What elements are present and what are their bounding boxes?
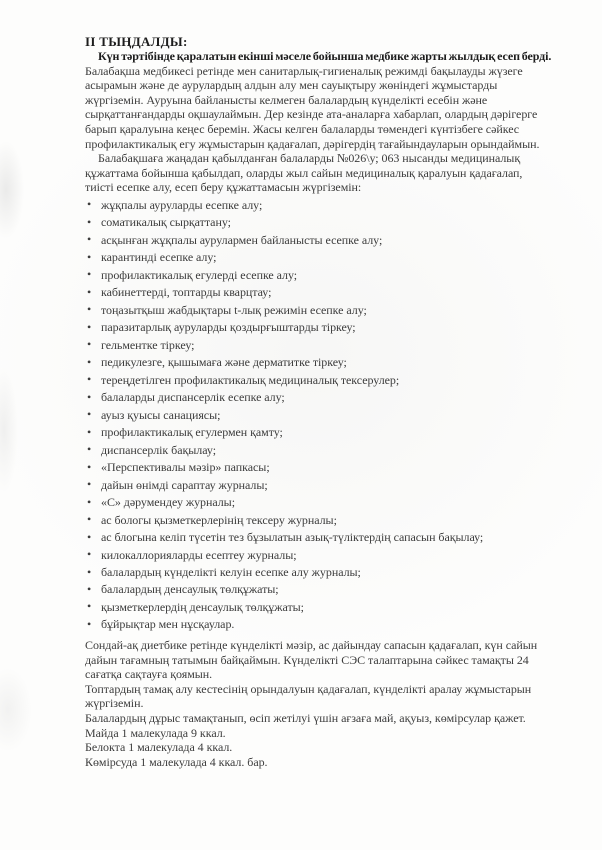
list-item-label: асқынған жұқпалы аурулармен байланысты есепке алу; (101, 232, 383, 247)
list-item-label: бұйрықтар мен нұсқаулар. (101, 617, 235, 632)
list-item-label: ас блогына келіп түсетін тез бұзылатын азық-түліктердің сапасын бақылау; (101, 530, 484, 545)
list-item-label: «Перспективалы мәзір» папкасы; (101, 460, 270, 475)
list-item (85, 495, 547, 510)
bullet-icon: • (87, 547, 92, 562)
list-item (85, 250, 547, 265)
list-item-label: педикулезге, қышымаға және дерматитке тіркеу; (101, 355, 347, 370)
list-item-label: балалардың күнделікті келуін есепке алу журналы; (101, 565, 361, 579)
bullet-icon: • (87, 529, 92, 544)
bullet-icon: • (87, 477, 92, 492)
list-item (85, 478, 547, 493)
list-item-label: карантинді есепке алу; (101, 250, 217, 265)
list-item-label: «С» дәрумендеу журналы; (101, 495, 235, 510)
list-item-label: соматикалық сырқаттану; (101, 215, 231, 230)
bullet-icon: • (87, 197, 92, 212)
list-item (85, 617, 547, 632)
list-item-label: профилактикалық егулерді есепке алу; (101, 267, 298, 282)
list-item (85, 355, 547, 370)
bullet-icon: • (87, 616, 92, 631)
list-item (85, 425, 547, 440)
list-item-label: қызметкерлердің денсаулық төлқұжаты; (101, 599, 304, 614)
closing-section (85, 638, 547, 769)
bullet-icon: • (87, 214, 92, 229)
paragraph-admission-records: Балабақшаға жаңадан қабылданған балаларды №026\у; 063 нысанды медициналық құжаттама бойынша қабылдап, оларды жыл сайын медициналық қаралуын қадағалап, тиісті есепке алу, есеп беру құжаттамасын жүргіземін: (85, 151, 523, 195)
list-item (85, 408, 547, 423)
list-item (85, 548, 547, 563)
list-item-label: диспансерлік бақылау; (101, 442, 216, 457)
bullet-icon: • (87, 284, 92, 299)
paragraph-meal-schedule: Топтардың тамақ алу кестесінің орындалуын қадағалап, күнделікті аралау жұмыстарын жүргіземін. (85, 681, 532, 711)
list-item (85, 233, 547, 248)
list-item-label: балаларды диспансерлік есепке алу; (101, 390, 285, 405)
bullet-icon: • (87, 389, 92, 404)
list-item-label: дайын өнімді сараптау журналы; (101, 477, 268, 492)
list-item-label: паразитарлық ауруларды қоздырғыштарды тіркеу; (101, 320, 356, 335)
bullet-icon: • (87, 599, 92, 614)
list-item-label: ауыз қуысы санациясы; (101, 407, 221, 422)
bullet-icon: • (87, 232, 92, 247)
list-item-label: тоңазытқыш жабдықтары t-лық режимін есепке алу; (101, 302, 367, 317)
list-item-label: кабинеттерді, топтарды кварцтау; (101, 285, 272, 300)
list-item (85, 303, 547, 318)
list-item-label: профилактикалық егулермен қамту; (101, 425, 283, 440)
list-item-label: тереңдетілген профилактикалық медициналық тексерулер; (101, 372, 400, 387)
list-item (85, 373, 547, 388)
list-item (85, 198, 547, 213)
line-protein-kcal: Белокта 1 малекулада 4 ккал. (85, 740, 233, 755)
list-item (85, 285, 547, 300)
bullet-icon: • (87, 407, 92, 422)
list-item-label: жұқпалы ауруларды есепке алу; (101, 197, 263, 212)
list-item (85, 443, 547, 458)
paragraph-nutrition: Балалардың дұрыс тамақтанып, өсіп жетілуі үшін ағзаға май, ақуыз, көмірсулар қажет. (85, 711, 526, 726)
bullet-icon: • (87, 249, 92, 264)
bullet-icon: • (87, 372, 92, 387)
duties-checklist (85, 198, 547, 632)
list-item-label: балалардың денсаулық төлқұжаты; (101, 582, 279, 597)
list-item (85, 530, 547, 545)
list-item (85, 565, 547, 580)
list-item (85, 215, 547, 230)
list-item-label: килокаллорияларды есептеу журналы; (101, 547, 297, 562)
lead-sentence: Күн тәртібінде қаралатын екінші мәселе бойынша медбике жарты жылдық есеп берді. (98, 49, 552, 63)
bullet-icon: • (87, 319, 92, 334)
paragraph-nurse-duties: Балабақша медбикесі ретінде мен санитарлық-гигиеналық режимді бақылауды жүзеге асырамын және де аурулардың алдын алу мен сауықтыру жөніндегі жұмыстарды жүргіземін. Ауруына байланысты келмеген балалардың күнделікті есебін және сырқаттанғандарды оқшаулаймын. Дер кезінде ата-аналарға хабарлап, олардың дәрігерге барып қаралуына кеңес беремін. Жасы келген балаларды төмендегі күнтізбеге сәйкес профилактикалық егу жұмыстарын қадағалап, дәрігердің тағайындауларын орындаймын. (85, 63, 540, 151)
bullet-icon: • (87, 459, 92, 474)
bullet-icon: • (87, 267, 92, 282)
bullet-icon: • (87, 494, 92, 509)
bullet-icon: • (87, 337, 92, 352)
list-item (85, 390, 547, 405)
list-item (85, 460, 547, 475)
bullet-icon: • (87, 581, 92, 596)
paragraph-diet-nurse: Сондай-ақ диетбике ретінде күнделікті мәзір, ас дайындау сапасын қадағалап, күн сайын дайын тағамның татымын байқаймын. Күнделікті СЭС талаптарына сәйкес тамақты 24 сағатқа сақтауға қоямын. (85, 638, 538, 682)
list-item-label: ас бологы қызметкерлерінің тексеру журналы; (101, 512, 337, 527)
bullet-icon: • (87, 564, 92, 579)
list-item (85, 513, 547, 528)
section-heading: II ТЫҢДАЛДЫ: (85, 34, 188, 49)
list-item (85, 320, 547, 335)
bullet-icon: • (87, 442, 92, 457)
list-item (85, 582, 547, 597)
bullet-icon: • (87, 512, 92, 527)
line-carb-kcal: Көмірсуда 1 малекулада 4 ккал. бар. (85, 754, 268, 769)
list-item (85, 600, 547, 615)
bullet-icon: • (87, 424, 92, 439)
line-fat-kcal: Майда 1 малекулада 9 ккал. (85, 725, 226, 740)
bullet-icon: • (87, 302, 92, 317)
list-item-label: гельментке тіркеу; (101, 337, 195, 352)
list-item (85, 338, 547, 353)
bullet-icon: • (87, 354, 92, 369)
list-item (85, 268, 547, 283)
